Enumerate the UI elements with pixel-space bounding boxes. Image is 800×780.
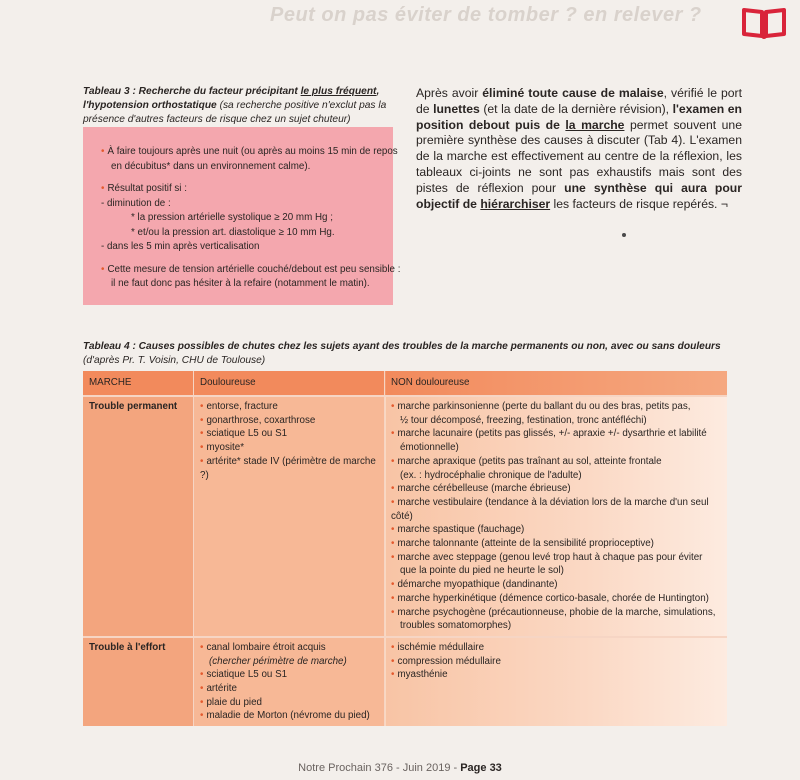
header-douloureuse: Douloureuse	[194, 371, 385, 396]
tableau3-caption: Tableau 3 : Recherche du facteur précipitant le plus fréquent, l'hypotension orthostatique (sa recherche positive n'exclut pas la présence d'autres facteurs de risque chez un sujet chuteur)	[83, 86, 387, 125]
intro-paragraph: Après avoir éliminé toute cause de malaise, vérifié le port de lunettes (et la date de la dernière révision), l'examen en position debout puis de la marche permet souvent une première synthèse des causes à discuter (Tab 4). L'examen de la marche est effectivement au centre de la réflexion, les tableaux ci-joints ne sont pas exhaustifs mais sont des pistes de réflexion pour une synthèse qui aura pour objectif de hiérarchiser les facteurs de risque repérés. ¬	[416, 86, 742, 211]
bullet-icon: •	[391, 606, 395, 618]
tableau3-line: il ne faut donc pas hésiter à la refaire (notamment le matin).	[111, 278, 370, 289]
bullet-icon: •	[391, 669, 395, 681]
tableau4-table	[83, 371, 727, 726]
list-item: • artérite	[200, 683, 237, 695]
tableau3-line: en décubitus* dans un environnement calme).	[111, 160, 311, 172]
list-item: que la pointe du pied ne heurte le sol)	[400, 565, 564, 577]
tableau3-line: • Cette mesure de tension artérielle couché/debout est peu sensible :	[101, 263, 401, 275]
list-item: • marche avec steppage (genou levé trop haut à chaque pas pour éviter	[391, 551, 703, 563]
list-item: • marche cérébelleuse (marche ébrieuse)	[391, 483, 571, 495]
bullet-icon: •	[391, 592, 395, 604]
tableau3-line: - diminution de :	[101, 197, 171, 209]
tableau3-line: • À faire toujours après une nuit (ou après au moins 15 min de repos	[101, 146, 398, 157]
list-item: • marche lacunaire (petits pas glissés, +/- apraxie +/- dysarthrie et labilité	[391, 428, 707, 440]
page-footer: Notre Prochain 376 - Juin 2019 - Page 33	[298, 762, 502, 774]
table-row	[83, 396, 727, 637]
list-item: • marche psychogène (précautionneuse, phobie de la marche, simulations,	[391, 606, 716, 618]
list-item: • sciatique L5 ou S1	[200, 428, 288, 440]
bullet-icon: •	[391, 538, 395, 550]
cell-douloureuse	[194, 637, 385, 726]
list-item: • maladie de Morton (névrome du pied)	[200, 710, 370, 722]
bullet-icon: •	[200, 683, 204, 695]
bullet-icon: •	[200, 710, 204, 722]
list-item: • myasthénie	[391, 669, 448, 681]
bullet-icon: •	[101, 183, 105, 194]
row-label: Trouble à l'effort	[83, 637, 194, 726]
pen-dot	[622, 233, 626, 237]
bullet-icon: •	[391, 455, 395, 467]
bullet-icon: •	[391, 496, 395, 508]
list-item: • marche parkinsonienne (perte du ballant du ou des bras, petits pas,	[391, 401, 691, 412]
bullet-icon: •	[391, 641, 395, 653]
bullet-icon: •	[391, 655, 395, 667]
header-non-douloureuse: NON douloureuse	[385, 371, 728, 396]
bullet-icon: •	[200, 401, 204, 412]
list-item: (chercher périmètre de marche)	[209, 655, 347, 667]
tableau3-line: - dans les 5 min après verticalisation	[101, 241, 260, 252]
list-item: • marche apraxique (petits pas traînant au sol, atteinte frontale	[391, 455, 662, 467]
table-header-row	[83, 371, 727, 396]
list-item: • marche talonnante (atteinte de la sensibilité proprioceptive)	[391, 538, 654, 550]
cell-douloureuse	[194, 396, 385, 637]
tableau3-box	[83, 127, 401, 305]
bullet-icon: •	[200, 428, 204, 440]
list-item: (ex. : hydrocéphalie chronique de l'adulte)	[400, 469, 582, 481]
list-item: • démarche myopathique (dandinante)	[391, 579, 558, 591]
header-marche: MARCHE	[83, 371, 194, 396]
tableau3-line: * et/ou la pression art. diastolique ≥ 10 mm Hg.	[131, 226, 335, 238]
list-item: troubles somatomorphes)	[400, 620, 512, 632]
list-item: • marche spastique (fauchage)	[391, 524, 525, 536]
list-item: • entorse, fracture	[200, 401, 278, 412]
tableau4-caption: Tableau 4 : Causes possibles de chutes chez les sujets ayant des troubles de la marche permanents ou non, avec ou sans douleurs (d'après Pr. T. Voisin, CHU de Toulouse)	[83, 341, 721, 366]
list-item: • marche vestibulaire (tendance à la déviation lors de la marche d'un seul côté)	[391, 496, 709, 522]
bullet-icon: •	[200, 414, 204, 426]
table-row	[83, 637, 727, 726]
list-item: • ischémie médullaire	[391, 641, 485, 653]
tableau3-line: * la pression artérielle systolique ≥ 20 mm Hg ;	[131, 212, 333, 223]
list-item: • gonarthrose, coxarthrose	[200, 414, 316, 426]
bullet-icon: •	[200, 641, 204, 653]
bullet-icon: •	[101, 146, 105, 157]
bullet-icon: •	[200, 696, 204, 708]
bullet-icon: •	[200, 669, 204, 681]
bullet-icon: •	[391, 401, 395, 412]
bullet-icon: •	[200, 442, 204, 454]
page-number: Page 33	[460, 762, 502, 774]
bullet-icon: •	[391, 524, 395, 536]
list-item: • plaie du pied	[200, 696, 262, 708]
bullet-icon: •	[200, 455, 204, 467]
row-label: Trouble permanent	[83, 396, 194, 637]
bullet-icon: •	[391, 579, 395, 591]
bullet-icon: •	[101, 263, 105, 275]
bullet-icon: •	[391, 551, 395, 563]
cell-non-douloureuse	[385, 637, 728, 726]
list-item: • myosite*	[200, 442, 245, 454]
bullet-icon: •	[391, 428, 395, 440]
list-item: • canal lombaire étroit acquis	[200, 641, 326, 653]
list-item: • marche hyperkinétique (démence cortico-basale, chorée de Huntington)	[391, 592, 709, 604]
bullet-icon: •	[391, 483, 395, 495]
list-item: • artérite* stade IV (périmètre de marche ?)	[200, 455, 376, 481]
faded-page-heading: Peut on pas éviter de tomber ? en relever ?	[270, 4, 702, 26]
cell-non-douloureuse	[385, 396, 728, 637]
list-item: ½ tour décomposé, freezing, festination, tronc antéfléchi)	[400, 414, 647, 426]
book-icon	[740, 6, 788, 40]
tableau3-line: • Résultat positif si :	[101, 183, 187, 194]
list-item: émotionnelle)	[400, 442, 459, 454]
list-item: • compression médullaire	[391, 655, 501, 667]
list-item: • sciatique L5 ou S1	[200, 669, 288, 681]
